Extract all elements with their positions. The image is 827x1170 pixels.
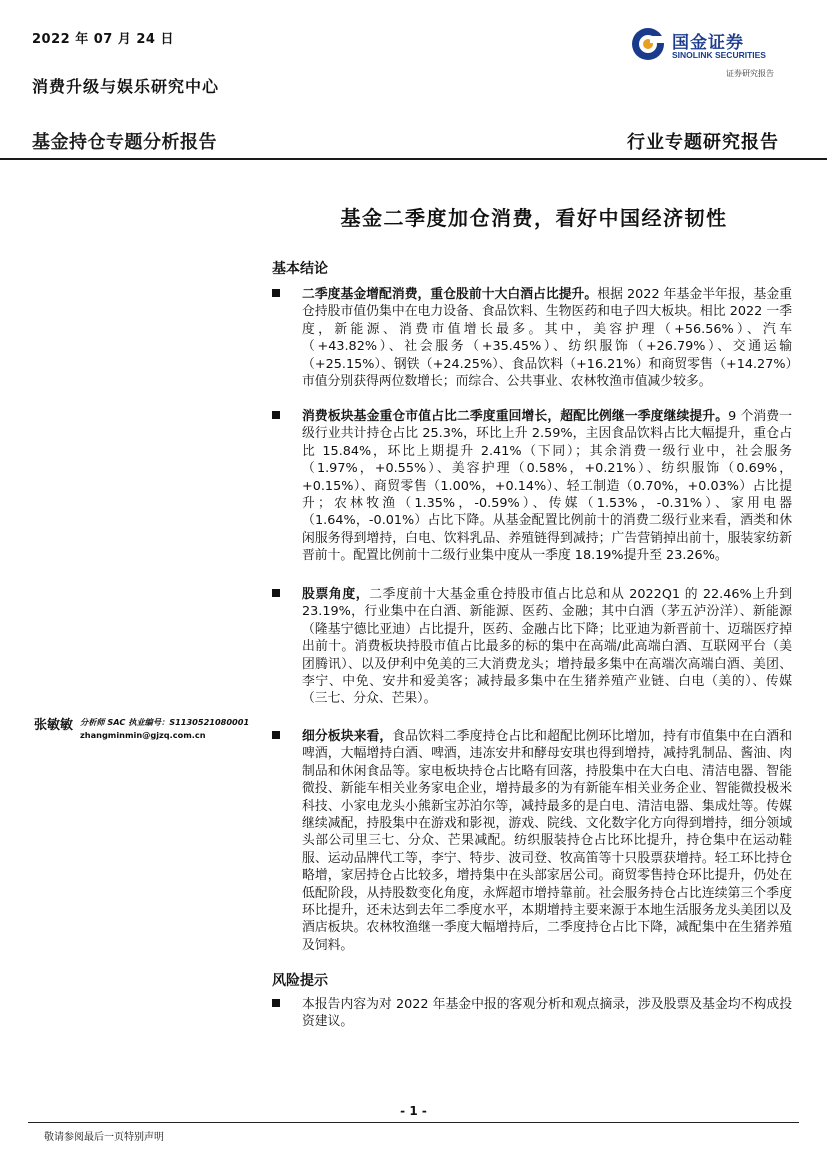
logo-en-text: SINOLINK SECURITIES [672, 50, 766, 60]
analyst-email[interactable]: zhangminmin@gjzq.com.cn [80, 730, 206, 740]
bullet-lead: 二季度基金增配消费，重仓股前十大白酒占比提升。 [302, 287, 598, 302]
page-number: - 1 - [400, 1104, 427, 1118]
bullet-square-icon [272, 289, 280, 297]
conclusion-heading: 基本结论 [272, 261, 328, 277]
conclusion-bullet [272, 728, 792, 963]
bullet-lead: 股票角度， [302, 587, 370, 602]
bullet-body: 根据 2022 年基金半年报，基金重仓持股市值仍集中在电力设备、食品饮料、生物医药和电子四大板块。相比 2022 一季度，新能源、消费市值增长最多。其中，美容护理（+56.56%）、汽车（+43.82%）、社会服务（+35.45%）、纺织服饰（+26.79%）、交通运输（+25.15%）、钢铁（+24.25%）、食品饮料（+16.21%）和商贸零售（+14.27%）市值分别获得两位数增长；而综合、公共事业、农林牧渔市值减少较多。 [302, 287, 793, 390]
logo-cn-text: 国金证券 [672, 33, 744, 53]
analyst-cert: 分析师 SAC 执业编号：S1130521080001 [80, 717, 250, 727]
risk-text: 本报告内容为对 2022 年基金中报的客观分析和观点摘录，涉及股票及基金均不构成投资建议。 [302, 997, 792, 1030]
bullet-square-icon [272, 999, 280, 1007]
report-date: 2022 年 07 月 24 日 [32, 32, 174, 47]
company-logo [630, 24, 790, 80]
analyst-name: 张敏敏 [34, 718, 74, 733]
main-title: 基金二季度加仓消费，看好中国经济韧性 [340, 206, 728, 230]
bullet-square-icon [272, 411, 280, 419]
research-center: 消费升级与娱乐研究中心 [32, 77, 220, 96]
risk-heading: 风险提示 [272, 973, 328, 989]
bullet-lead: 细分板块来看， [302, 729, 393, 744]
footer-disclaimer: 敬请参阅最后一页特别声明 [44, 1132, 164, 1143]
report-title: 基金持仓专题分析报告 [32, 132, 217, 153]
conclusion-bullet [272, 286, 792, 401]
bullet-text [302, 408, 792, 565]
header-divider [0, 158, 827, 160]
risk-bullet [272, 996, 792, 1036]
sinolink-logo-icon [630, 26, 666, 62]
logo-subtitle: 证券研究报告 [726, 69, 774, 78]
conclusion-bullet [272, 586, 792, 721]
bullet-text [302, 286, 792, 390]
bullet-body: 二季度前十大基金重仓持股市值占比总和从 2022Q1 的 22.46%上升到 23.19%，行业集中在白酒、新能源、医药、金融；其中白酒（茅五泸汾洋）、新能源（隆基宁德比亚迪）占比提升，医药、金融占比下降；比亚迪为新晋前十、迈瑞医疗掉出前十。消费板块持股市值占比最多的标的集中在高端/此高端白酒、互联网平台（美团腾讯）、以及伊利中免美的三大消费龙头；增持最多集中在高端次高端白酒、美团、李宁、中免、安井和爱美客；减持最多集中在生猪养殖产业链、白电（美的）、传媒（三七、分众、芒果）。 [302, 587, 793, 707]
bullet-body: 9 个消费一级行业共计持仓占比 25.3%，环比上升 2.59%，主因食品饮料占比大幅提升，重仓占比 15.84%，环比上期提升 2.41%（下同）；其余消费一级行业中，社会服务（1.97%，+0.55%）、美容护理（0.58%，+0.21%）、纺织服饰（0.69%，+0.15%）、商贸零售（1.00%，+0.14%）、轻工制造（0.70%，+0.03%）占比提升；农林牧渔（1.35%，-0.59%）、传媒（1.53%，-0.31%）、家用电器（1.64%，-0.01%）占比下降。从基金配置比例前十的消费二级行业来看，酒类和休闲服务得到增持，白电、饮料乳品、养殖链得到减持；广告营销掉出前十，服装家纺新晋前十。配置比例前十二级行业集中度从一季度 18.19%提升至 23.26%。 [302, 409, 793, 564]
bullet-square-icon [272, 731, 280, 739]
footer-divider [28, 1122, 799, 1123]
bullet-lead: 消费板块基金重仓市值占比二季度重回增长，超配比例继一季度继续提升。 [302, 409, 729, 424]
bullet-text [302, 586, 792, 708]
bullet-body: 食品饮料二季度持仓占比和超配比例环比增加，持有市值集中在白酒和啤酒，大幅增持白酒、啤酒，违冻安井和酵母安琪也得到增持，减持乳制品、酱油、肉制品和休闲食品等。家电板块持仓占比略有回落，持股集中在大白电、清洁电器、智能微投、新能车相关业务家电企业，增持最多的为有新能车相关业务企业、智能微投极米科技、小家电龙头小熊新宝苏泊尔等，减持最多的是白电、清洁电器、集成灶等。传媒继续减配，持股集中在游戏和影视，游戏、院线、文化数字化方向得到增持，细分领域头部公司里三七、分众、芒果减配。纺织服装持仓占比环比提升，持仓集中在运动鞋服、运动品牌代工等，李宁、特步、波司登、牧高笛等十只股票获增持。轻工环比持仓略增，家居持仓占比较多，增持集中在头部家居公司。商贸零售持仓环比提升，仍处在低配阶段，从持股数变化角度，永辉超市增持靠前。社会服务持仓占比连续第三个季度环比提升，还未达到去年二季度水平，本期增持主要来源于本地生活服务龙头美团以及酒店板块。农林牧渔继一季度大幅增持后，二季度持仓占比下降，减配集中在生猪养殖及饲料。 [302, 729, 793, 953]
conclusion-bullet [272, 408, 792, 578]
report-type: 行业专题研究报告 [627, 132, 779, 153]
bullet-text [302, 728, 792, 954]
bullet-square-icon [272, 589, 280, 597]
